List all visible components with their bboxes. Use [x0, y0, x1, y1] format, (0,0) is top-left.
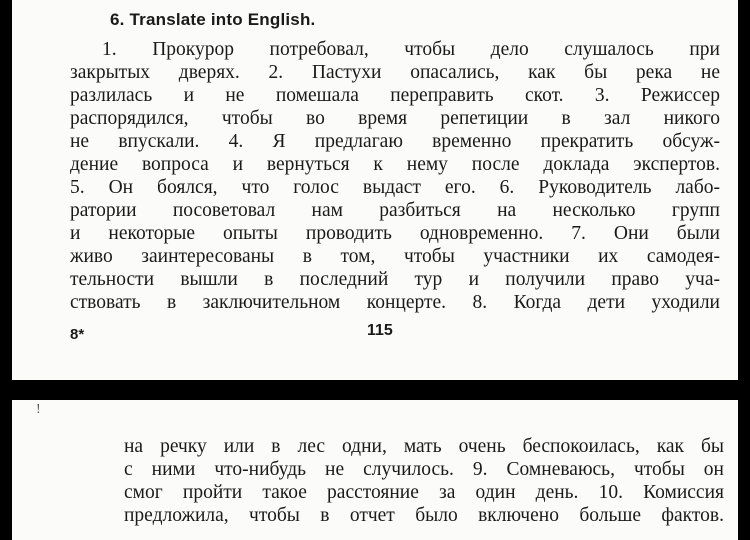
- text-line: дение вопроса и вернуться к нему после доклада экспертов.: [70, 154, 720, 175]
- text-line: разлилась и не помешала переправить скот. 3. Режиссер: [70, 85, 720, 106]
- text-line: и некоторые опыты проводить одновременно. 7. Они были: [70, 223, 720, 244]
- text-line: смог пройти такое расстояние за один день. 10. Комиссия: [124, 482, 724, 503]
- text-line: живо заинтересованы в том, чтобы участники их самодея-: [70, 246, 720, 267]
- text-line: с ними что-нибудь не случилось. 9. Сомневаюсь, чтобы он: [124, 459, 724, 480]
- text-line: ратории посоветовал нам разбиться на несколько групп: [70, 200, 720, 221]
- exercise-heading: 6. Translate into English.: [110, 10, 316, 29]
- text-line: 1. Прокурор потребовал, чтобы дело слушалось при: [102, 39, 720, 60]
- text-line: ствовать в заключительном концерте. 8. Когда дети уходили: [70, 292, 720, 313]
- book-page-bottom: [12, 400, 738, 540]
- book-page-top: [12, 0, 738, 380]
- text-line: предложила, чтобы в отчет было включено больше фактов.: [124, 505, 724, 526]
- text-line: 5. Он боялся, что голос выдаст его. 6. Руководитель лабо-: [70, 177, 720, 198]
- text-line: распорядился, чтобы во время репетиции в зал никого: [70, 108, 720, 129]
- text-line: закрытых дверях. 2. Пастухи опасались, как бы река не: [70, 62, 720, 83]
- exercise-text: [70, 38, 720, 314]
- exercise-text-continued: [124, 435, 724, 527]
- text-line: не впускали. 4. Я предлагаю временно прекратить обсуж-: [70, 131, 720, 152]
- margin-mark: !: [36, 402, 41, 417]
- text-line: тельности вышли в последний тур и получили право уча-: [70, 269, 720, 290]
- text-line: на речку или в лес одни, мать очень беспокоилась, как бы: [124, 436, 724, 457]
- signature-mark: 8*: [70, 326, 85, 343]
- page-number: 115: [367, 322, 393, 339]
